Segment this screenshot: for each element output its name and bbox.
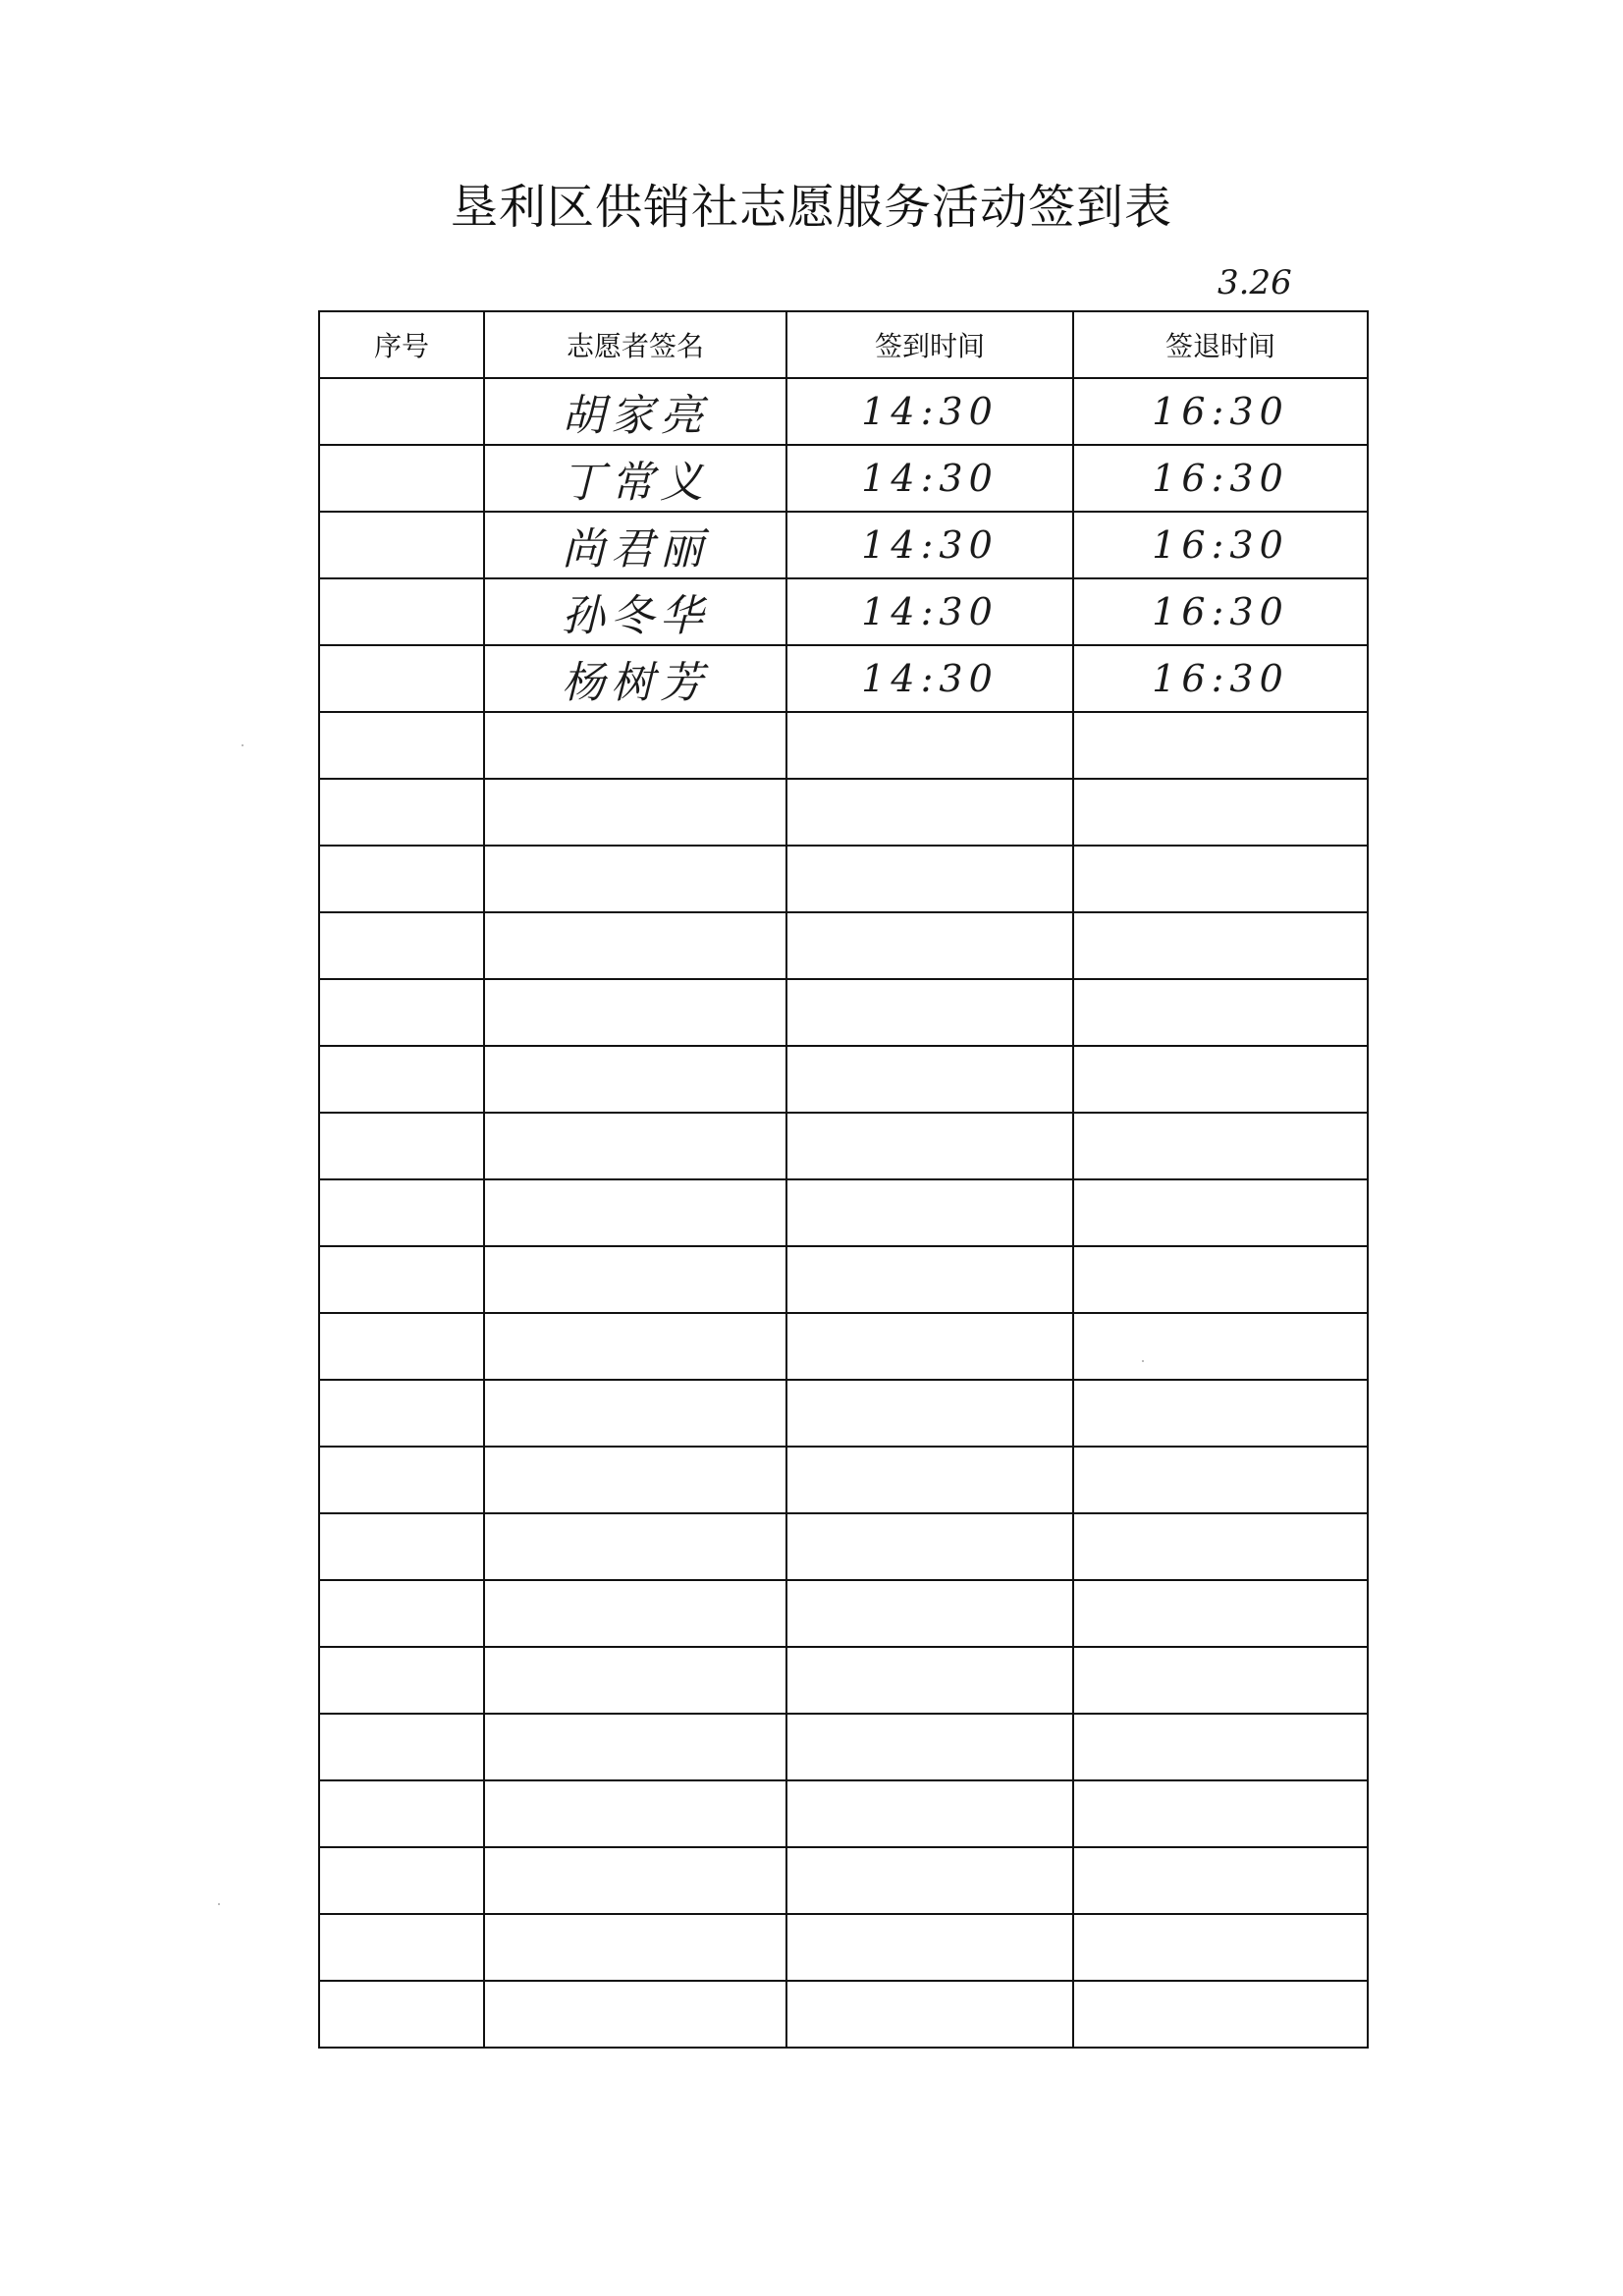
signature-cell (484, 912, 786, 979)
check-out-text: 16:30 (1152, 523, 1289, 567)
serial-cell (319, 1113, 484, 1179)
signature-cell (484, 1246, 786, 1313)
check-in-cell (786, 512, 1073, 578)
serial-cell (319, 445, 484, 512)
check-in-cell (786, 378, 1073, 445)
serial-cell (319, 979, 484, 1046)
check-in-cell (786, 1914, 1073, 1981)
empty-table-row (319, 912, 1368, 979)
table-header-row (319, 311, 1368, 378)
signature-text: 杨树芳 (562, 658, 709, 708)
serial-cell (319, 846, 484, 912)
serial-cell (319, 712, 484, 779)
check-in-cell (786, 1447, 1073, 1513)
signature-cell (484, 1447, 786, 1513)
serial-cell (319, 1647, 484, 1714)
serial-cell (319, 1580, 484, 1647)
serial-cell (319, 1179, 484, 1246)
serial-cell (319, 912, 484, 979)
check-in-text: 14:30 (861, 657, 999, 700)
table-row (319, 445, 1368, 512)
serial-cell (319, 512, 484, 578)
signature-cell (484, 1981, 786, 2048)
signature-cell (484, 846, 786, 912)
check-out-cell (1073, 846, 1368, 912)
signature-cell (484, 1380, 786, 1447)
check-out-cell (1073, 712, 1368, 779)
check-in-cell (786, 779, 1073, 846)
column-header-check-out: 签退时间 (1073, 311, 1368, 378)
check-in-cell (786, 846, 1073, 912)
serial-cell (319, 578, 484, 645)
serial-cell (319, 378, 484, 445)
check-out-cell (1073, 1847, 1368, 1914)
check-in-cell (786, 712, 1073, 779)
serial-cell (319, 1046, 484, 1113)
check-in-cell (786, 578, 1073, 645)
check-out-cell (1073, 1246, 1368, 1313)
check-out-cell (1073, 779, 1368, 846)
signature-cell (484, 779, 786, 846)
signature-text: 胡家亮 (562, 391, 709, 441)
check-out-cell (1073, 1313, 1368, 1380)
check-out-cell (1073, 1647, 1368, 1714)
check-out-cell (1073, 1714, 1368, 1780)
signature-cell (484, 1179, 786, 1246)
check-in-cell (786, 1246, 1073, 1313)
check-out-cell (1073, 1447, 1368, 1513)
serial-cell (319, 1246, 484, 1313)
check-in-cell (786, 1179, 1073, 1246)
scan-speck (218, 1903, 220, 1905)
signature-cell (484, 1914, 786, 1981)
check-out-cell (1073, 1580, 1368, 1647)
serial-cell (319, 1780, 484, 1847)
handwritten-date: 3.26 (1217, 263, 1292, 302)
serial-cell (319, 1380, 484, 1447)
check-in-cell (786, 1780, 1073, 1847)
serial-cell (319, 1714, 484, 1780)
serial-cell (319, 779, 484, 846)
check-out-cell (1073, 1914, 1368, 1981)
check-in-cell (786, 1380, 1073, 1447)
check-out-cell (1073, 445, 1368, 512)
check-in-cell (786, 1513, 1073, 1580)
signature-cell (484, 1847, 786, 1914)
signature-cell (484, 1580, 786, 1647)
signature-cell (484, 512, 786, 578)
empty-table-row (319, 1246, 1368, 1313)
signature-cell (484, 378, 786, 445)
signature-cell (484, 1647, 786, 1714)
check-out-cell (1073, 512, 1368, 578)
check-in-cell (786, 979, 1073, 1046)
signature-cell (484, 1046, 786, 1113)
sign-in-table (318, 310, 1369, 2049)
scan-speck (1142, 1360, 1144, 1362)
empty-table-row (319, 712, 1368, 779)
signature-cell (484, 1714, 786, 1780)
check-out-cell (1073, 912, 1368, 979)
signature-cell (484, 578, 786, 645)
check-in-cell (786, 1580, 1073, 1647)
check-in-cell (786, 912, 1073, 979)
empty-table-row (319, 1046, 1368, 1113)
check-out-cell (1073, 1113, 1368, 1179)
empty-table-row (319, 979, 1368, 1046)
column-header-signature: 志愿者签名 (484, 311, 786, 378)
empty-table-row (319, 1380, 1368, 1447)
serial-cell (319, 1847, 484, 1914)
signature-text: 尚君丽 (562, 524, 709, 574)
empty-table-row (319, 1914, 1368, 1981)
table-row (319, 578, 1368, 645)
check-in-cell (786, 1313, 1073, 1380)
check-in-cell (786, 645, 1073, 712)
check-out-text: 16:30 (1152, 390, 1289, 433)
check-out-text: 16:30 (1152, 457, 1289, 500)
empty-table-row (319, 1447, 1368, 1513)
signature-cell (484, 445, 786, 512)
check-in-cell (786, 1647, 1073, 1714)
check-out-cell (1073, 578, 1368, 645)
signature-cell (484, 645, 786, 712)
serial-cell (319, 645, 484, 712)
serial-cell (319, 1914, 484, 1981)
empty-table-row (319, 1647, 1368, 1714)
empty-table-row (319, 1113, 1368, 1179)
check-in-text: 14:30 (861, 590, 999, 633)
signature-cell (484, 1113, 786, 1179)
check-in-cell (786, 1046, 1073, 1113)
check-in-cell (786, 1113, 1073, 1179)
serial-cell (319, 1513, 484, 1580)
empty-table-row (319, 1780, 1368, 1847)
scan-speck (242, 744, 243, 746)
serial-cell (319, 1981, 484, 2048)
check-in-cell (786, 1981, 1073, 2048)
check-out-cell (1073, 1380, 1368, 1447)
signature-cell (484, 1780, 786, 1847)
serial-cell (319, 1447, 484, 1513)
empty-table-row (319, 846, 1368, 912)
check-out-cell (1073, 979, 1368, 1046)
check-out-cell (1073, 1179, 1368, 1246)
empty-table-row (319, 779, 1368, 846)
signature-cell (484, 979, 786, 1046)
check-out-cell (1073, 1046, 1368, 1113)
signature-text: 孙冬华 (562, 591, 709, 641)
table-row (319, 645, 1368, 712)
table-row (319, 378, 1368, 445)
check-in-cell (786, 445, 1073, 512)
check-in-text: 14:30 (861, 390, 999, 433)
table-row (319, 512, 1368, 578)
page-title: 垦利区供销社志愿服务活动签到表 (450, 180, 1172, 235)
column-header-check-in: 签到时间 (786, 311, 1073, 378)
check-in-text: 14:30 (861, 457, 999, 500)
check-out-cell (1073, 1513, 1368, 1580)
empty-table-row (319, 1179, 1368, 1246)
check-out-cell (1073, 1981, 1368, 2048)
empty-table-row (319, 1513, 1368, 1580)
signature-text: 丁常义 (562, 458, 709, 508)
empty-table-row (319, 1981, 1368, 2048)
check-in-cell (786, 1714, 1073, 1780)
check-in-cell (786, 1847, 1073, 1914)
empty-table-row (319, 1847, 1368, 1914)
signature-cell (484, 1313, 786, 1380)
check-out-text: 16:30 (1152, 657, 1289, 700)
check-in-text: 14:30 (861, 523, 999, 567)
check-out-cell (1073, 645, 1368, 712)
column-header-serial: 序号 (319, 311, 484, 378)
empty-table-row (319, 1313, 1368, 1380)
check-out-text: 16:30 (1152, 590, 1289, 633)
signature-cell (484, 712, 786, 779)
check-out-cell (1073, 378, 1368, 445)
signature-cell (484, 1513, 786, 1580)
empty-table-row (319, 1714, 1368, 1780)
empty-table-row (319, 1580, 1368, 1647)
check-out-cell (1073, 1780, 1368, 1847)
serial-cell (319, 1313, 484, 1380)
